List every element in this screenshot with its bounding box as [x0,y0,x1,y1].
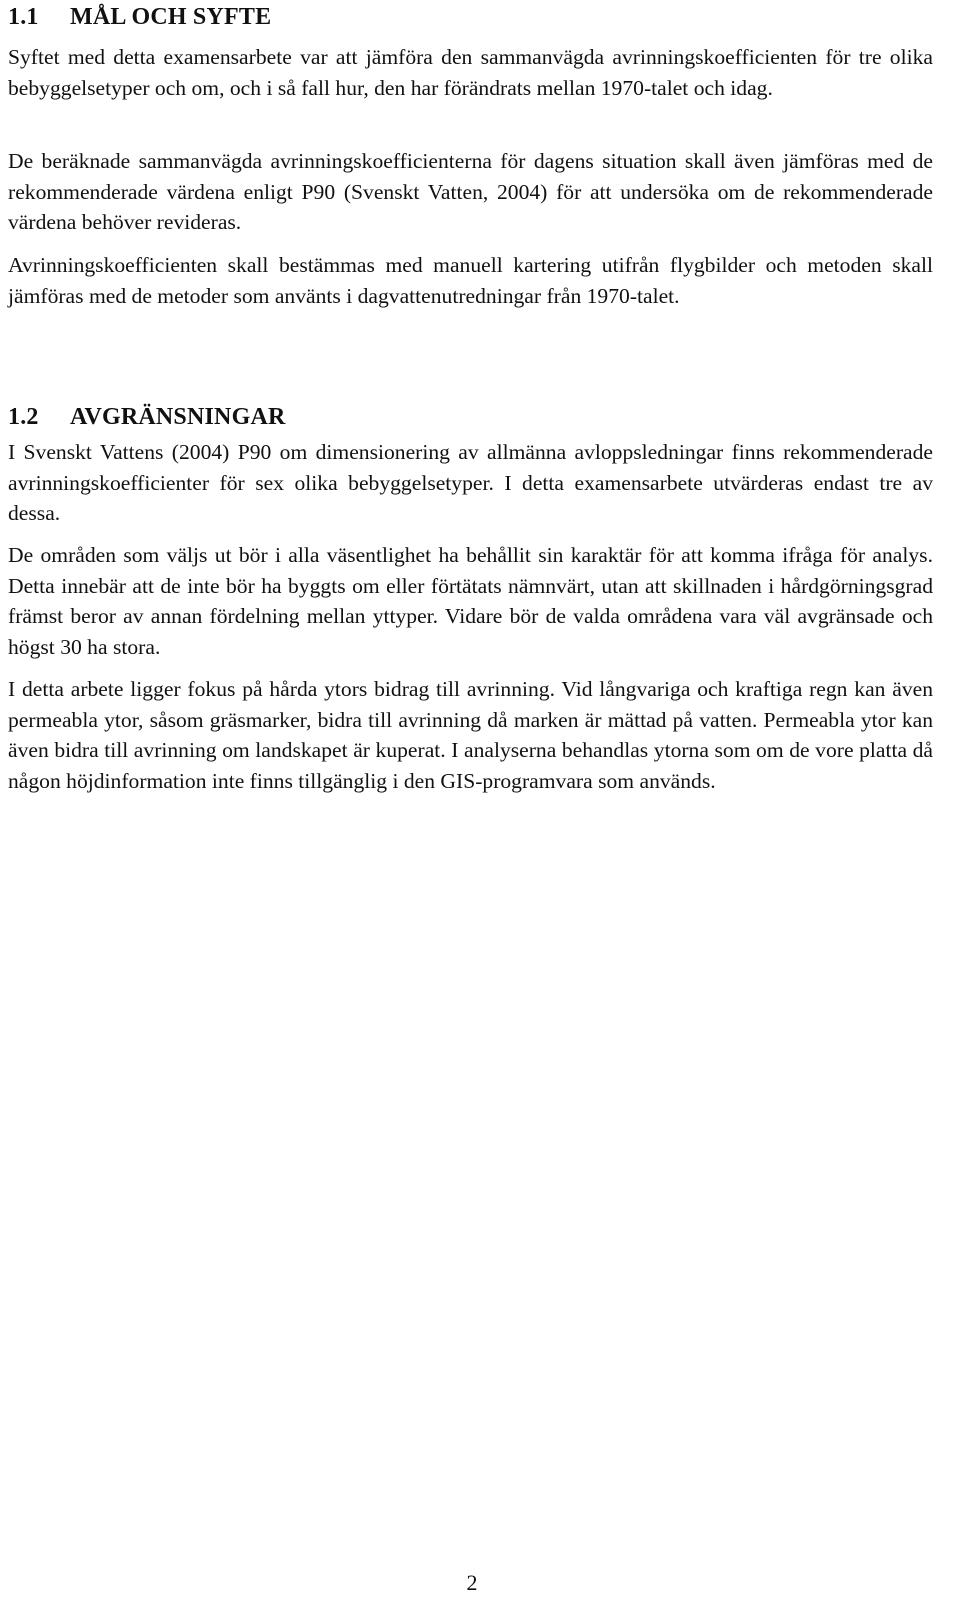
page-number: 2 [466,1570,478,1595]
section-number: 1.2 [8,404,39,430]
section-heading-1-1 [8,2,271,32]
section-title: AVGRÄNSNINGAR [70,404,286,430]
paragraph-scope: I Svenskt Vattens (2004) P90 om dimensionering av allmänna avloppsledningar finns rekommenderade avrinningskoefficienter för sex olika bebyggelsetyper. I detta examensarbete utvärderas endast tre av dessa. [8,440,933,525]
paragraph-method: Avrinningskoefficienten skall bestämmas med manuell kartering utifrån flygbilder och metoden skall jämföras med de metoder som använts i dagvattenutredningar från 1970-talet. [8,253,933,308]
section-number: 1.1 [8,4,39,30]
section-title: MÅL OCH SYFTE [70,4,272,30]
paragraph-comparison: De beräknade sammanvägda avrinningskoefficienterna för dagens situation skall även jämföras med de rekommenderade värdena enligt P90 (Svenskt Vatten, 2004) för att undersöka om de rekommenderade värdena behöver revideras. [8,149,933,234]
paragraph-purpose: Syftet med detta examensarbete var att jämföra den sammanvägda avrinningskoefficienten för tre olika bebyggelsetyper och om, och i så fall hur, den har förändrats mellan 1970-talet och idag. [8,45,933,100]
paragraph-focus: I detta arbete ligger fokus på hårda ytors bidrag till avrinning. Vid långvariga och kraftiga regn kan även permeabla ytor, såsom gräsmarker, bidra till avrinning då marken är mättad på vatten. Permeabla ytor kan även bidra till avrinning om landskapet är kuperat. I analyserna behandlas ytorna som om de vore platta då någon höjdinformation inte finns tillgänglig i den GIS-programvara som används. [8,677,933,793]
paragraph-area-selection: De områden som väljs ut bör i alla väsentlighet ha behållit sin karaktär för att komma ifråga för analys. Detta innebär att de inte bör ha byggts om eller förtätats nämnvärt, utan att skillnaden i hårdgörningsgrad främst beror av annan fördelning mellan yttyper. Vidare bör de valda områdena vara väl avgränsade och högst 30 ha stora. [8,543,933,659]
section-heading-1-2 [8,402,286,432]
